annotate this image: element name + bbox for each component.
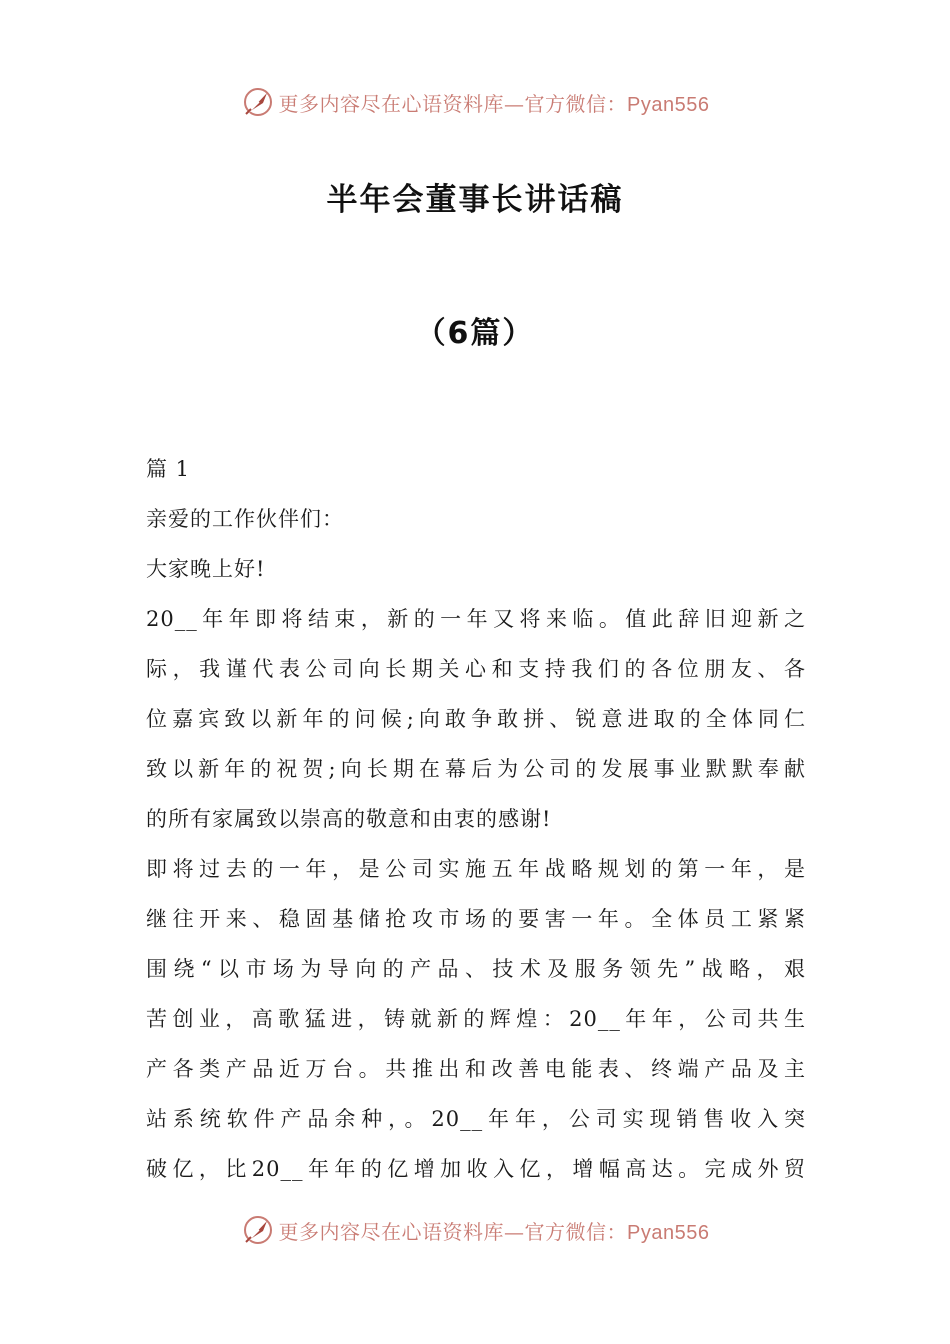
document-body [146, 444, 806, 1194]
quill-logo-icon [241, 1213, 275, 1247]
quill-logo-icon [241, 85, 275, 119]
watermark-text: 更多内容尽在心语资料库—官方微信：Pyan556 [278, 1219, 710, 1244]
header-watermark-banner [0, 82, 950, 122]
document-title: 半年会董事长讲话稿 [326, 182, 624, 218]
body-line: 大家晚上好! [146, 557, 266, 581]
body-line: 即将过去的一年，是公司实施五年战略规划的第一年，是 [146, 857, 806, 881]
body-line: 致以新年的祝贺;向长期在幕后为公司的发展事业默默奉献 [146, 757, 806, 781]
footer-watermark-banner [0, 1210, 950, 1250]
body-line: 继往开来、稳固基储抢攻市场的要害一年。全体员工紧紧 [146, 907, 806, 931]
body-line: 位嘉宾致以新年的问候;向敢争敢拼、锐意进取的全体同仁 [146, 707, 806, 731]
body-line: 产各类产品近万台。共推出和改善电能表、终端产品及主 [146, 1057, 806, 1081]
watermark-text: 更多内容尽在心语资料库—官方微信：Pyan556 [278, 91, 710, 116]
body-line: 的所有家属致以崇高的敬意和由衷的感谢! [146, 807, 552, 831]
body-line: 际，我谨代表公司向长期关心和支持我们的各位朋友、各 [146, 657, 806, 681]
body-line: 围绕“以市场为导向的产品、技术及服务领先”战略，艰 [146, 957, 806, 981]
body-line: 20__年年即将结束，新的一年又将来临。值此辞旧迎新之 [146, 607, 806, 631]
body-line: 破亿，比20__年年的亿增加收入亿，增幅高达。完成外贸 [146, 1157, 806, 1181]
body-line: 亲爱的工作伙伴们： [146, 507, 344, 531]
body-line: 苦创业，高歌猛进，铸就新的辉煌：20__年年，公司共生 [146, 1007, 806, 1031]
body-line: 篇 1 [146, 457, 191, 481]
body-line: 站系统软件产品余种，。20__年年，公司实现销售收入突 [146, 1107, 806, 1131]
document-subtitle: （6篇） [415, 316, 535, 351]
